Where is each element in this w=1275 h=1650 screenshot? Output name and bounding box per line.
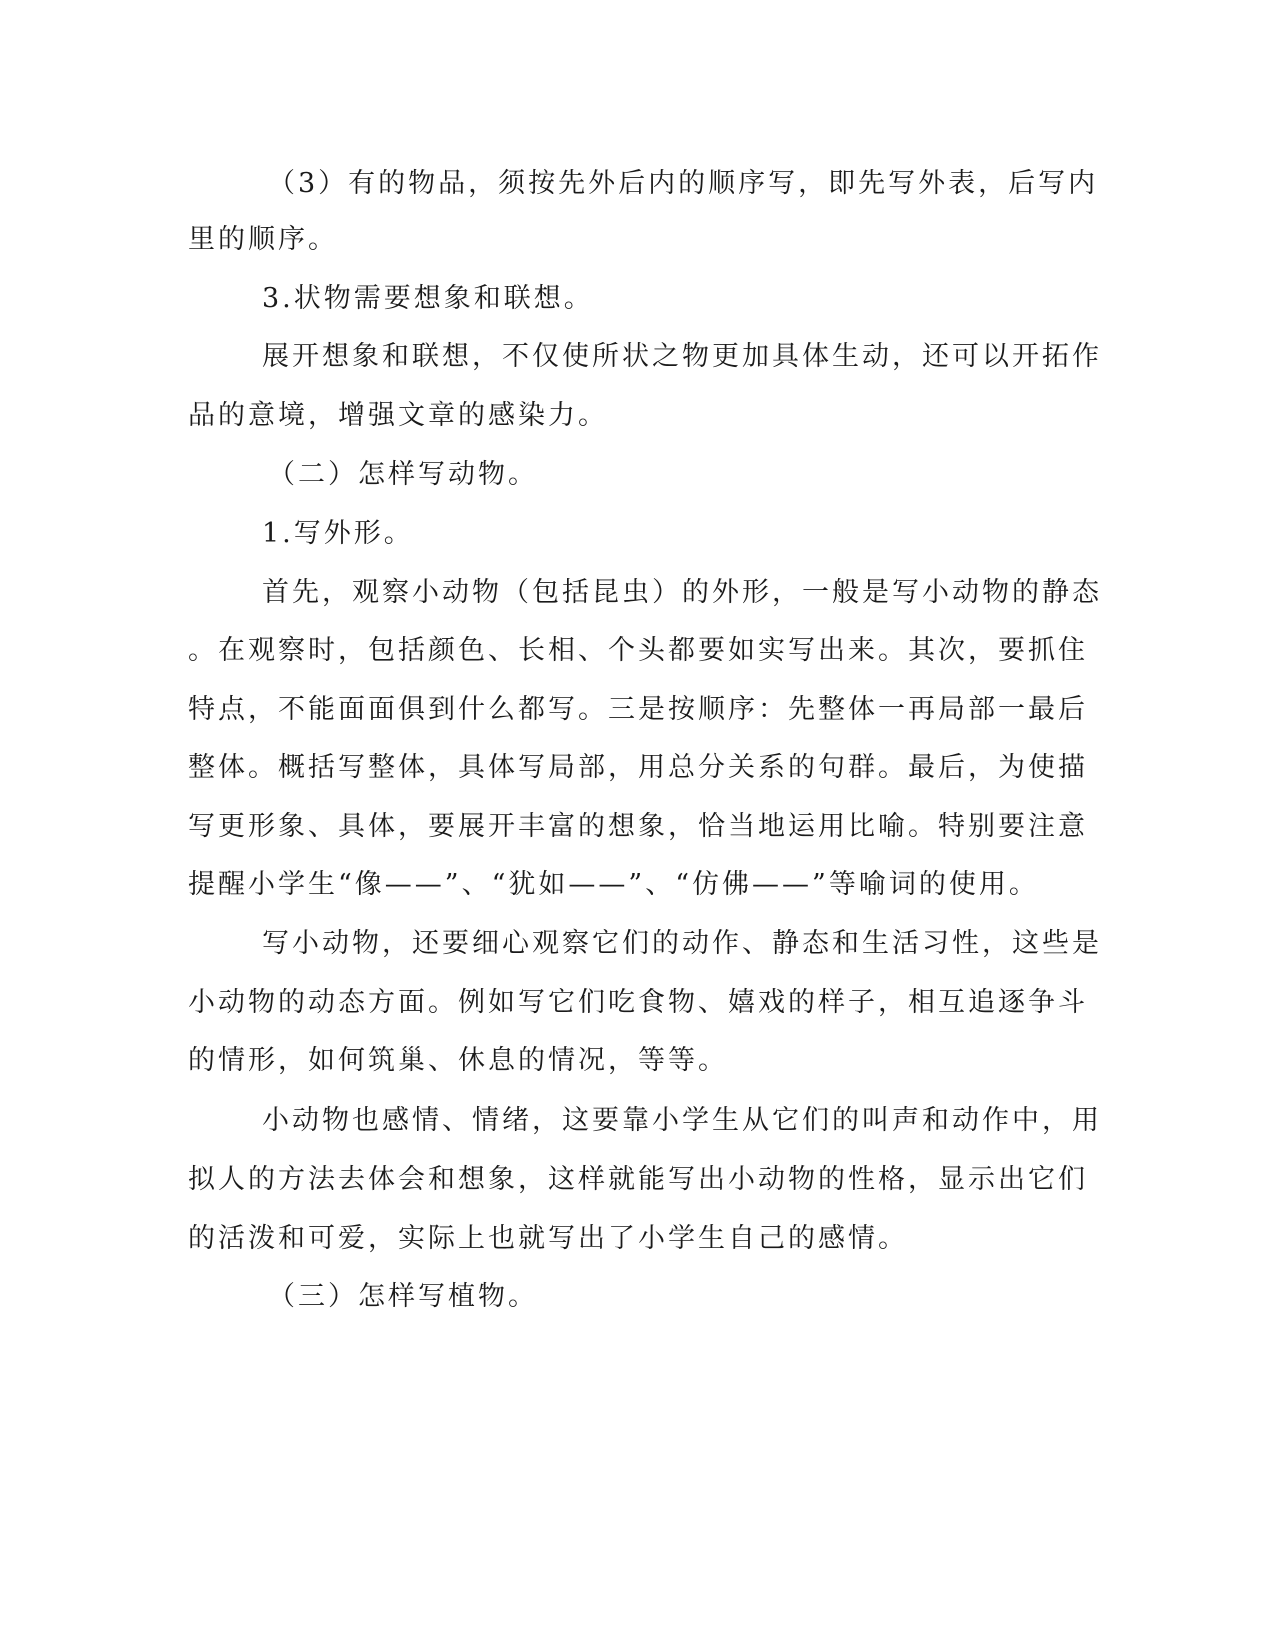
section-heading-plants: （三）怎样写植物。 (268, 1281, 538, 1312)
paragraph-appearance-line-2: 。在观察时，包括颜色、长相、个头都要如实写出来。其次，要抓住 (188, 635, 1088, 666)
paragraph-emotion-line-1: 小动物也感情、情绪，这要靠小学生从它们的叫声和动作中，用 (262, 1105, 1102, 1136)
paragraph-behavior-line-3: 的情形，如何筑巢、休息的情况，等等。 (188, 1045, 728, 1076)
paragraph-item-3-line-1: （3）有的物品，须按先外后内的顺序写，即先写外表，后写内 (268, 168, 1099, 199)
paragraph-behavior-line-1: 写小动物，还要细心观察它们的动作、静态和生活习性，这些是 (262, 928, 1102, 959)
paragraph-emotion-line-3: 的活泼和可爱，实际上也就写出了小学生自己的感情。 (188, 1223, 908, 1254)
section-heading-animals: （二）怎样写动物。 (268, 459, 538, 490)
heading-point-3: 3.状物需要想象和联想。 (262, 283, 594, 314)
paragraph-imagination-line-2: 品的意境，增强文章的感染力。 (188, 400, 608, 431)
paragraph-emotion-line-2: 拟人的方法去体会和想象，这样就能写出小动物的性格，显示出它们 (188, 1164, 1088, 1195)
paragraph-behavior-line-2: 小动物的动态方面。例如写它们吃食物、嬉戏的样子，相互追逐争斗 (188, 987, 1088, 1018)
paragraph-appearance-line-5: 写更形象、具体，要展开丰富的想象，恰当地运用比喻。特别要注意 (188, 811, 1088, 842)
paragraph-appearance-line-3: 特点，不能面面俱到什么都写。三是按顺序：先整体一再局部一最后 (188, 694, 1088, 725)
paragraph-item-3-line-2: 里的顺序。 (188, 224, 338, 255)
heading-write-appearance: 1.写外形。 (262, 518, 414, 549)
paragraph-imagination-line-1: 展开想象和联想，不仅使所状之物更加具体生动，还可以开拓作 (262, 341, 1102, 372)
paragraph-appearance-line-6: 提醒小学生“像——”、“犹如——”、“仿佛——”等喻词的使用。 (188, 869, 1039, 900)
paragraph-appearance-line-4: 整体。概括写整体，具体写局部，用总分关系的句群。最后，为使描 (188, 752, 1088, 783)
paragraph-appearance-line-1: 首先，观察小动物（包括昆虫）的外形，一般是写小动物的静态 (262, 577, 1102, 608)
